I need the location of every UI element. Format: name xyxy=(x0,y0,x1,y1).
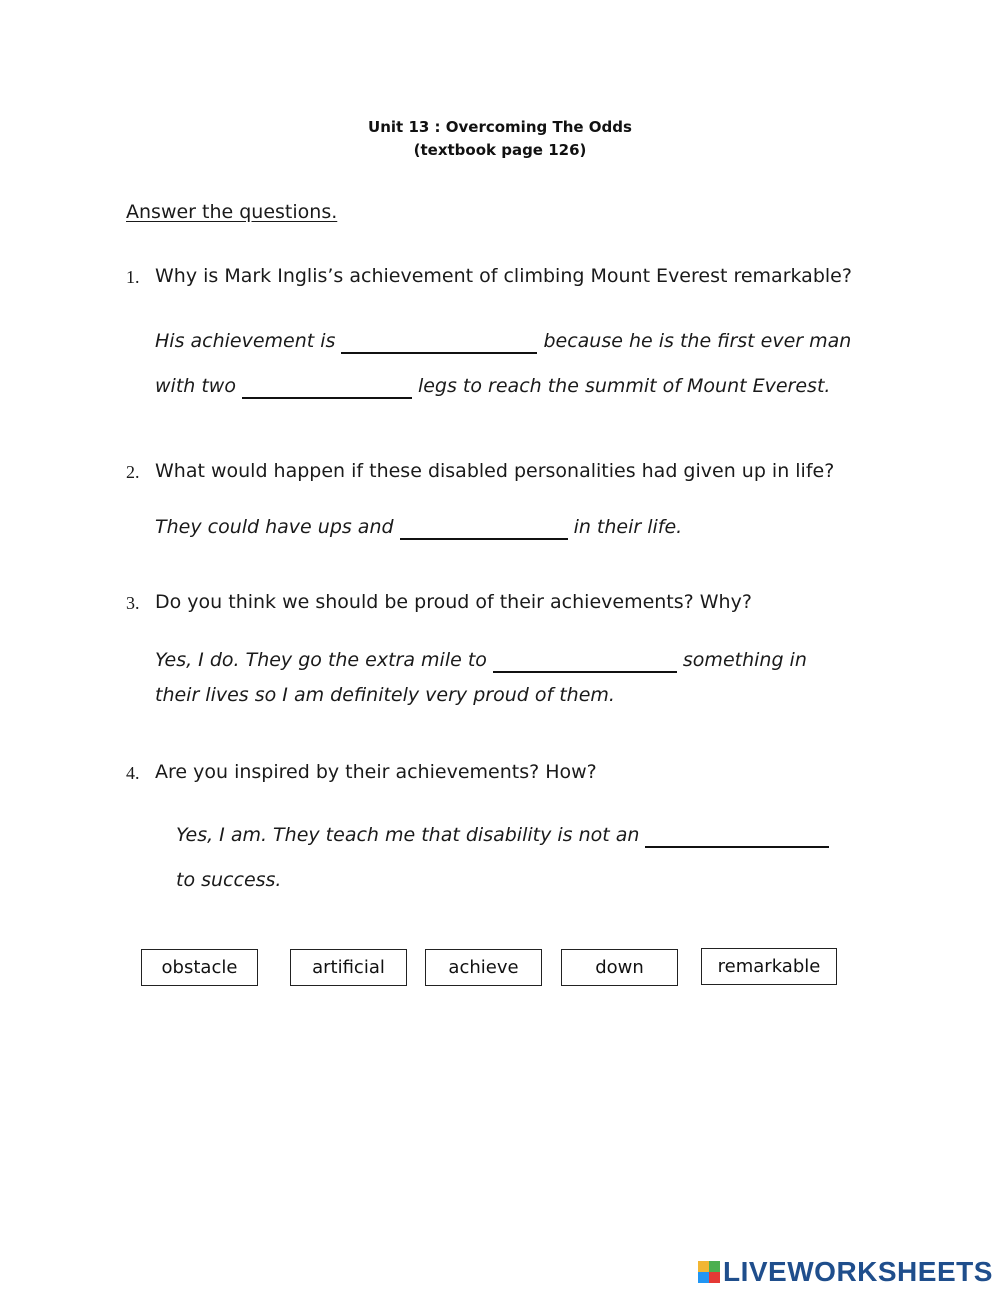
answer-text: Yes, I do. They go the extra mile to xyxy=(155,649,487,671)
worksheet-title: Unit 13 : Overcoming The Odds xyxy=(368,118,632,136)
word-bank-chip-achieve[interactable]: achieve xyxy=(425,949,542,986)
answer-line xyxy=(155,330,851,354)
answer-blank-input[interactable] xyxy=(341,334,537,354)
answer-line xyxy=(155,375,830,399)
answer-blank-input[interactable] xyxy=(242,379,412,399)
word-bank-chip-obstacle[interactable]: obstacle xyxy=(141,949,258,986)
answer-text: because he is the first ever man xyxy=(543,330,852,352)
logo-text: LIVEWORKSHEETS xyxy=(723,1256,993,1287)
answer-line xyxy=(176,824,835,848)
answer-blank-input[interactable] xyxy=(493,653,677,673)
worksheet-subtitle: (textbook page 126) xyxy=(413,141,587,159)
answer-blank-input[interactable] xyxy=(400,520,568,540)
logo-mark-icon xyxy=(698,1261,720,1283)
question-text: Why is Mark Inglis’s achievement of climbing Mount Everest remarkable? xyxy=(155,265,852,287)
instruction-text: Answer the questions. xyxy=(126,201,338,223)
question-text: What would happen if these disabled personalities had given up in life? xyxy=(155,460,835,482)
question-text: Do you think we should be proud of their achievements? Why? xyxy=(155,591,752,613)
question-text: Are you inspired by their achievements? How? xyxy=(155,761,597,783)
answer-text: with two xyxy=(155,375,236,397)
answer-text: His achievement is xyxy=(155,330,336,352)
answer-text: Yes, I am. They teach me that disability is not an xyxy=(176,824,640,846)
answer-text: something in xyxy=(682,649,807,671)
answer-line xyxy=(155,649,807,673)
answer-text: They could have ups and xyxy=(155,516,394,538)
word-bank-chip-remarkable[interactable]: remarkable xyxy=(701,948,837,985)
answer-blank-input[interactable] xyxy=(645,828,829,848)
answer-line xyxy=(155,516,682,540)
answer-text: legs to reach the summit of Mount Everest. xyxy=(417,375,831,397)
question-number: 4. xyxy=(126,763,140,783)
question-number: 3. xyxy=(126,593,140,613)
answer-text: in their life. xyxy=(573,516,683,538)
word-bank-chip-down[interactable]: down xyxy=(561,949,678,986)
liveworksheets-logo xyxy=(698,1256,993,1288)
word-bank-chip-artificial[interactable]: artificial xyxy=(290,949,407,986)
question-number: 1. xyxy=(126,267,140,287)
question-number: 2. xyxy=(126,462,140,482)
answer-text: their lives so I am definitely very proud of them. xyxy=(155,684,615,706)
answer-text: to success. xyxy=(176,869,282,891)
